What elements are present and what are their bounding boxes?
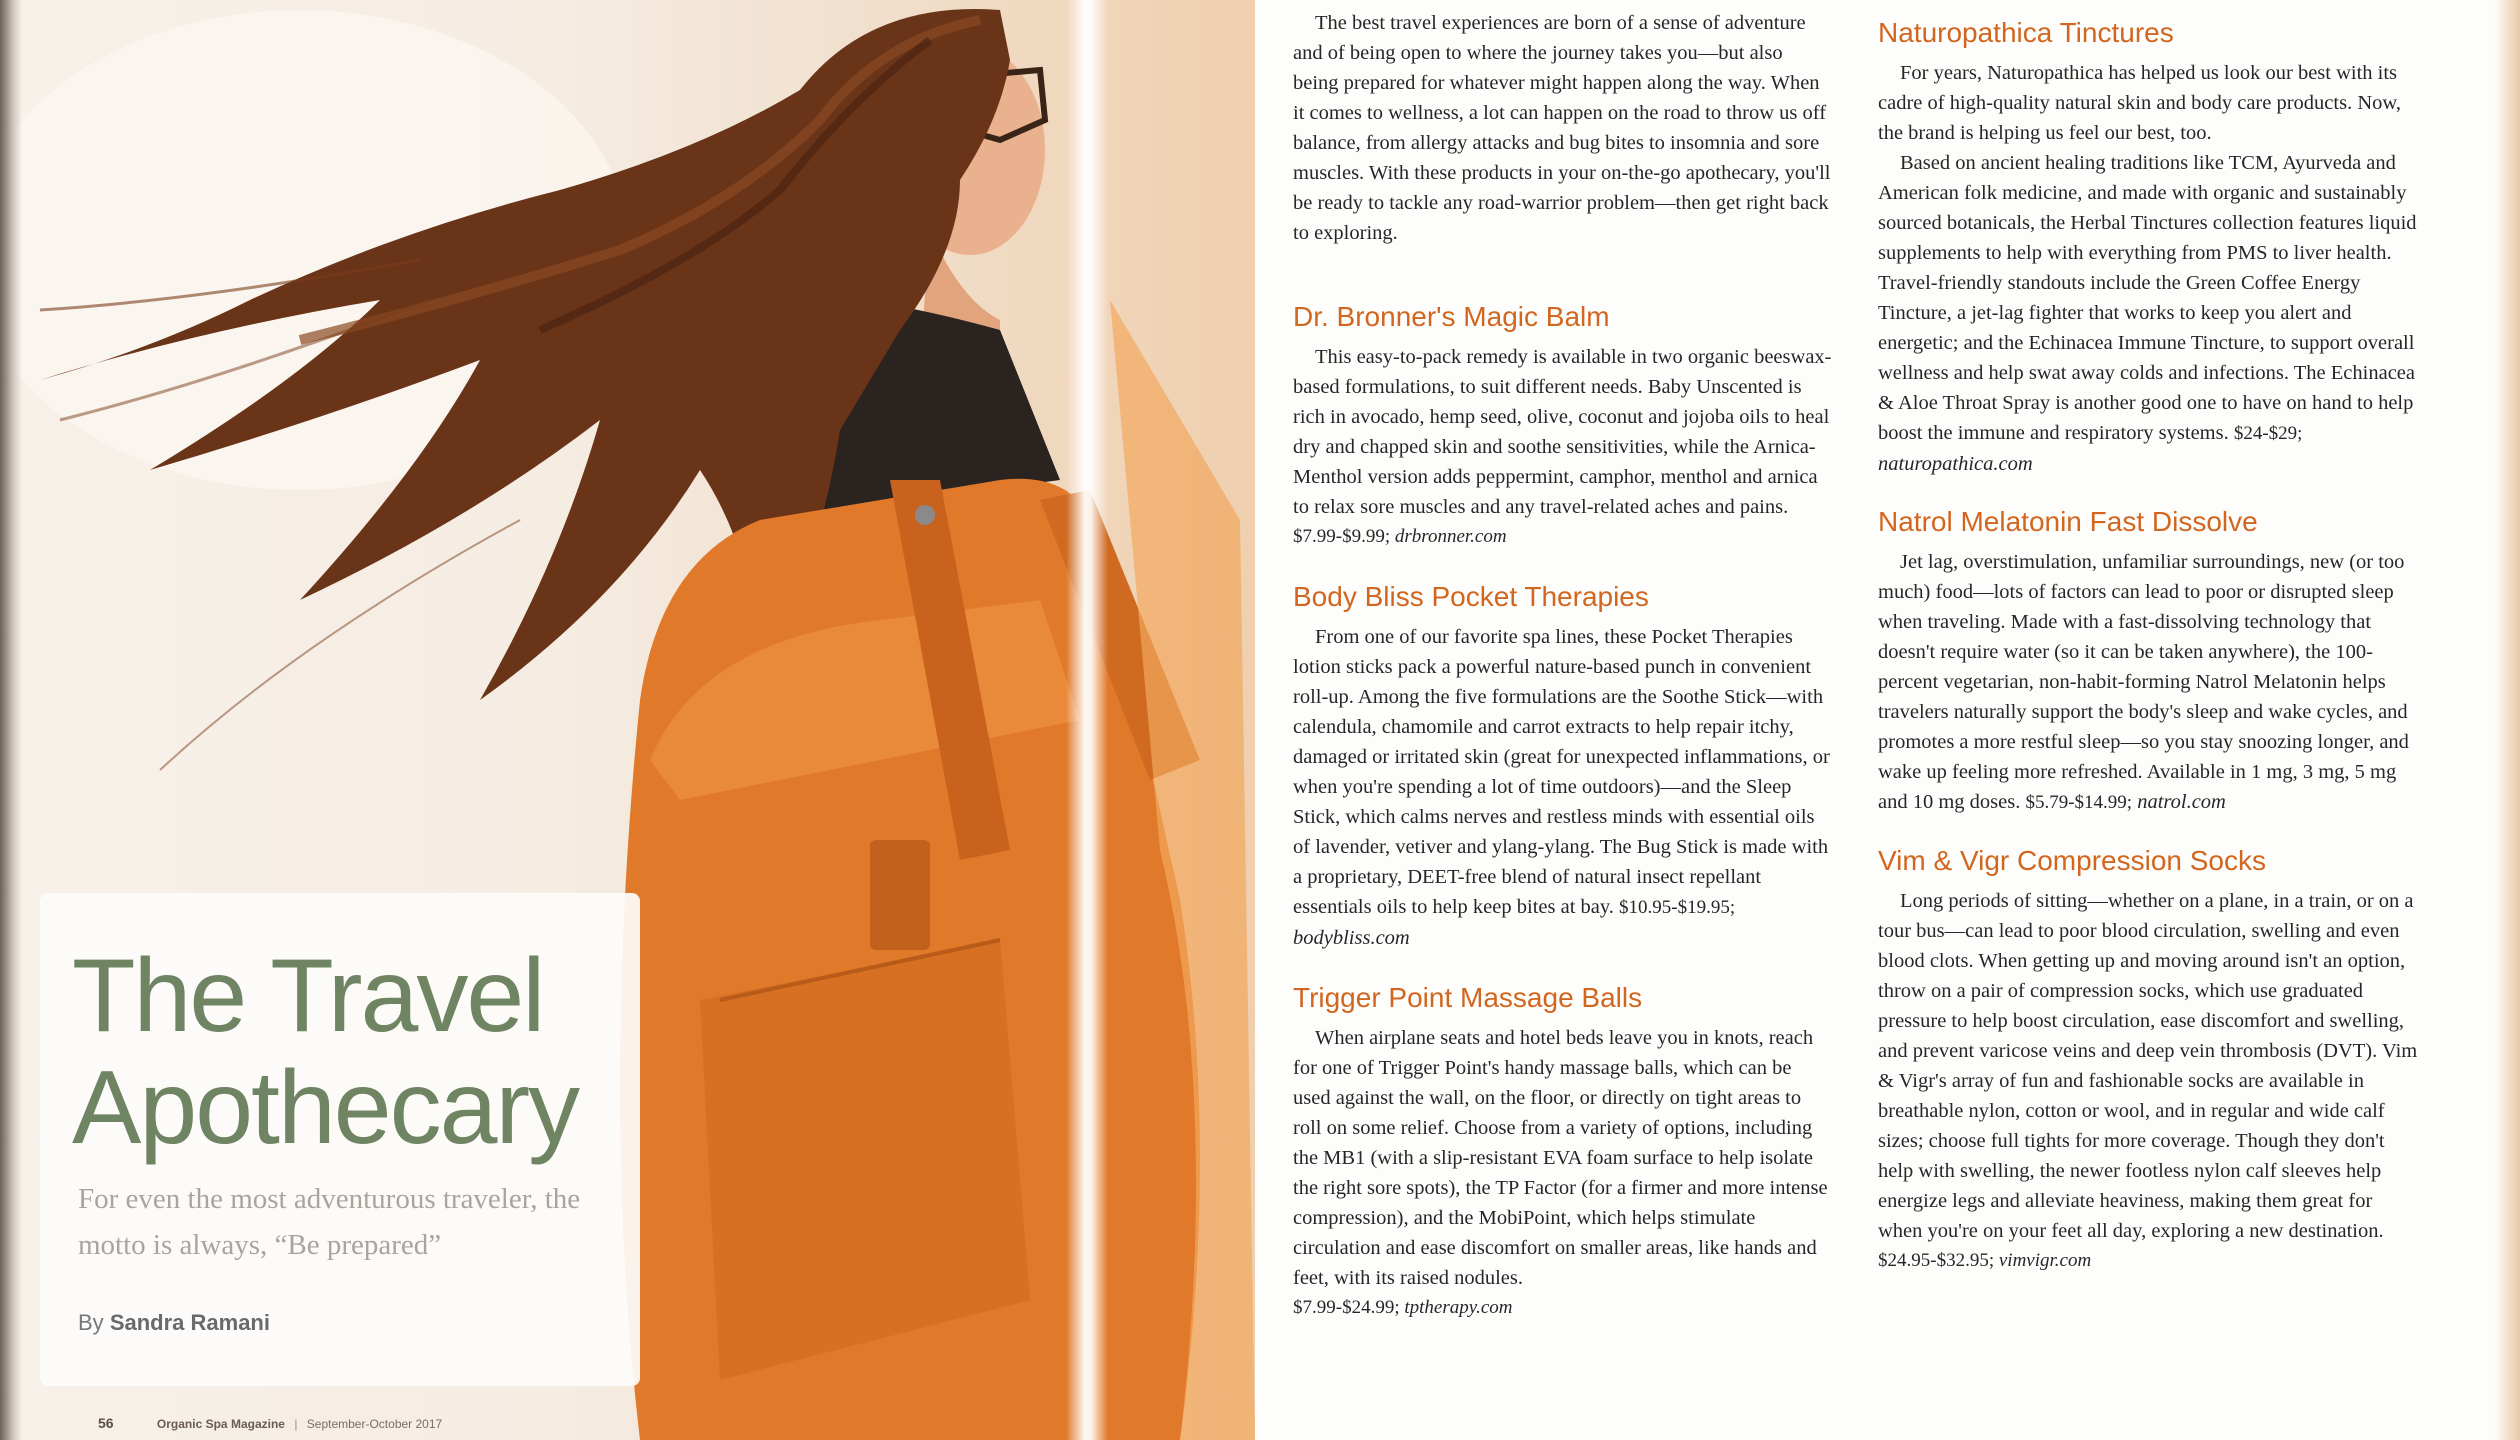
price: $24-$29;: [2233, 423, 2303, 444]
section-heading: Natrol Melatonin Fast Dissolve: [1878, 506, 2258, 537]
section-trigger-point: [1293, 981, 1833, 1323]
price: $5.79-$14.99;: [2025, 792, 2133, 813]
section-vim-vigr: [1878, 844, 2418, 1276]
section-text: Jet lag, overstimulation, unfamiliar surroundings, new (or too much) food—lots of factors can lead to poor or disrupted sleep when traveling. Made with a fast-dissolving technology that doesn't require water (so it can be taken anywhere), the 100-percent vegetarian, non-habit-forming Natrol Melatonin helps travelers naturally support the body's sleep and wake cycles, and promotes a more restful sleep—so you stay snoozing longer, and wake up feeling more refreshed. Available in 1 mg, 3 mg, 5 mg and 10 mg doses.: [1878, 551, 2409, 813]
price: $24.95-$32.95;: [1878, 1250, 1995, 1271]
text-column-right: [1878, 16, 2418, 1276]
website: naturopathica.com: [1878, 453, 2033, 475]
section-text: Based on ancient healing traditions like TCM, Ayurveda and American folk medicine, and made with organic and sustainably sourced botanicals, the Herbal Tinctures collection features liquid supplements to help with everything from PMS to liver health. Travel-friendly standouts include the Green Coffee Energy Tincture, a jet-lag fighter that works to keep you alert and energetic; and the Echinacea Immune Tincture, to support overall wellness and help swat away colds and infections. The Echinacea & Aloe Throat Spray is another good one to have on hand to help boost the immune and respiratory systems.: [1878, 152, 2417, 444]
price-line: [1293, 1293, 1833, 1323]
section-body: [1878, 547, 2418, 818]
title-line-2: Apothecary: [72, 1050, 579, 1166]
section-body: When airplane seats and hotel beds leave you in knots, reach for one of Trigger Point's handy massage balls, which can be used against the wall, on the floor, or directly on tight areas to roll on some relief. Choose from a variety of options, including the MB1 (with a slip-resistant EVA foam surface to help isolate the right sore spots), the TP Factor (for a firmer and more intense compression), and the MobiPoint, which helps stimulate circulation and ease discomfort on smaller areas, like hands and feet, with its raised nodules.: [1293, 1027, 1828, 1289]
page-gutter: [1066, 0, 1108, 1440]
website: bodybliss.com: [1293, 927, 1410, 949]
section-body: This easy-to-pack remedy is available in two organic beeswax-based formulations, to suit different needs. Baby Unscented is rich in avocado, hemp seed, olive, coconut and jojoba oils to heal dry and chapped skin and soothe sensitivities, while the Arnica-Menthol version adds peppermint, camphor, menthol and arnica to relax sore muscles and any travel-related aches and pains.: [1293, 346, 1832, 518]
section-naturopathica: [1878, 16, 2418, 479]
section-heading: Body Bliss Pocket Therapies: [1293, 581, 1649, 612]
page-edge-shadow: [0, 0, 22, 1440]
byline: [78, 1310, 270, 1336]
title-line-1: The Travel: [72, 938, 544, 1054]
price: $10.95-$19.95;: [1619, 897, 1736, 918]
section-dr-bronner: [1293, 300, 1833, 552]
text-column-left: [1293, 8, 1833, 1323]
price: $7.99-$9.99;: [1293, 526, 1391, 547]
byline-prefix: By: [78, 1310, 104, 1335]
website: tptherapy.com: [1404, 1297, 1513, 1318]
page-folio: [98, 1415, 442, 1431]
website: vimvigr.com: [1998, 1250, 2092, 1271]
section-text: From one of our favorite spa lines, these Pocket Therapies lotion sticks pack a powerful nature-based punch in convenient roll-up. Among the five formulations are the Soothe Stick—with calendula, chamomile and carrot extracts to help repair itchy, damaged or irritated skin (great for unexpected inflammations, or when you're spending a lot of time outdoors)—and the Sleep Stick, which calms nerves and restless minds with essential oils of lavender, vetiver and ylang-ylang. The Bug Stick is made with a proprietary, DEET-free blend of natural insect repellant essentials oils to help keep bites at bay.: [1293, 626, 1830, 918]
article-subtitle: For even the most adventurous traveler, the motto is always, “Be prepared”: [78, 1183, 581, 1261]
section-body: Long periods of sitting—whether on a plane, in a train, or on a tour bus—can lead to poor blood circulation, swelling and even blood clots. When getting up and moving around isn't an option, throw on a pair of compression socks, which use graduated pressure to help boost circulation, ease discomfort and swelling, and prevent varicose veins and deep vein thrombosis (DVT). Vim & Vigr's array of fun and fashionable socks are available in breathable nylon, cotton or wool, and in regular and wide calf sizes; choose full tights for more coverage. Though they don't help with swelling, the newer footless nylon calf sleeves help energize legs and alleviate heaviness, making them great for when you're on your feet all day, exploring a new destination.: [1878, 890, 2418, 1242]
section-heading: Trigger Point Massage Balls: [1293, 982, 1643, 1013]
section-body-bliss: [1293, 580, 1833, 953]
section-natrol: [1878, 505, 2418, 818]
price: $7.99-$24.99;: [1293, 1297, 1400, 1318]
price-line: [1878, 1246, 2418, 1276]
website: natrol.com: [2137, 791, 2226, 813]
author-name: Sandra Ramani: [109, 1310, 270, 1335]
folio-separator: |: [294, 1417, 298, 1431]
section-body: [1293, 622, 1833, 953]
cover-photo: [0, 0, 1255, 1440]
section-body: For years, Naturopathica has helped us look our best with its cadre of high-quality natural skin and body care products. Now, the brand is helping us feel our best, too.: [1878, 62, 2401, 144]
page-number: 56: [98, 1415, 114, 1431]
website: drbronner.com: [1394, 526, 1507, 547]
price-line: [1293, 522, 1833, 552]
section-heading: Vim & Vigr Compression Socks: [1878, 845, 2266, 876]
magazine-name: Organic Spa Magazine: [156, 1417, 285, 1431]
page-edge-right: [2495, 0, 2520, 1440]
article-title: [72, 940, 578, 1164]
section-heading: Dr. Bronner's Magic Balm: [1293, 301, 1610, 332]
intro-paragraph: The best travel experiences are born of a sense of adventure and of being open to where the journey takes you—but also being prepared for whatever might happen along the way. When it comes to wellness, a lot can happen on the road to throw us off balance, from allergy attacks and bug bites to insomnia and sore muscles. With these products in your on-the-go apothecary, you'll be ready to tackle any road-warrior problem—then get right back to exploring.: [1293, 12, 1831, 244]
section-body-2: [1878, 148, 2418, 479]
section-heading: Naturopathica Tinctures: [1878, 17, 2174, 48]
issue-date: September-October 2017: [306, 1417, 443, 1431]
